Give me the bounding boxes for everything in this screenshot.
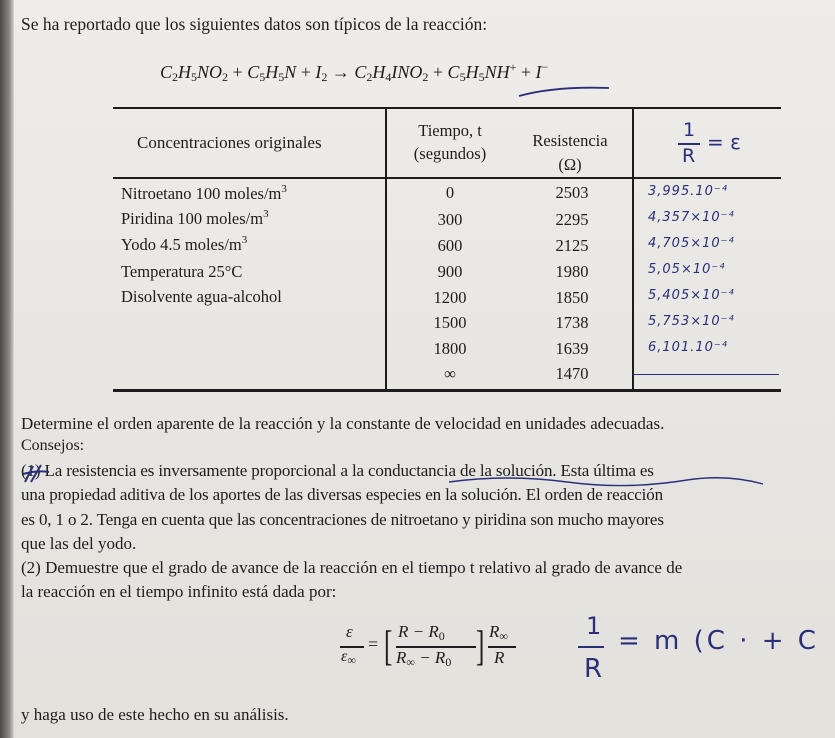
resistencia-cell: 2125: [555, 236, 589, 255]
tiempo-cell: 600: [437, 236, 463, 255]
consejo-1-line: una propiedad aditiva de los aportes de las diversas especies en la solución. El orden de reacción: [21, 485, 663, 504]
table-top-rule: [113, 107, 781, 109]
consejo-2-line: la reacción en el tiempo infinito está dada por:: [21, 582, 337, 601]
bracket-right: ]: [476, 624, 485, 670]
resistencia-cell: 1470: [555, 364, 589, 383]
condition-disolvente: Disolvente agua-alcohol: [121, 287, 282, 306]
hand-header-den: R: [682, 145, 696, 167]
table-col-divider-2: [632, 107, 634, 391]
hand-value: 6,101.10⁻⁴: [648, 340, 728, 355]
tiempo-cell: 1200: [433, 288, 467, 307]
closing-text: y haga uso de este hecho en su análisis.: [21, 705, 289, 724]
hand-fraction-bar: [578, 646, 604, 648]
grado-avance-formula: ε $\varepsilon_\infty$ = [ $R - R_0$ $R_\infty - R_0$ ] $R_\infty$ R: [340, 622, 530, 678]
table-header-rule: [113, 177, 781, 179]
condition-temperatura: Temperatura 25°C: [121, 262, 243, 281]
table-col-divider-1: [385, 107, 387, 391]
hand-value: 3,995.10⁻⁴: [648, 184, 728, 199]
condition-nitroetano: Nitroetano 100 moles/$m^3$: [121, 183, 287, 203]
consejo-1-line: es 0, 1 o 2. Tenga en cuenta que las concentraciones de nitroetano y piridina son mucho mayores: [21, 510, 664, 529]
condition-yodo: Yodo 4.5 moles/$m^3$: [121, 234, 248, 254]
hand-header-eq: = ε: [707, 130, 741, 154]
hand-formula-rhs: = m (C · + C: [618, 626, 819, 656]
header-resistencia-line1: Resistencia: [532, 131, 608, 150]
tiempo-cell: 1500: [433, 313, 467, 332]
resistencia-cell: 1639: [555, 339, 589, 358]
tiempo-cell: ∞: [444, 364, 456, 383]
task-text: Determine el orden aparente de la reacción y la constante de velocidad en unidades adecuadas.: [21, 414, 665, 433]
hand-value: 5,405×10⁻⁴: [648, 288, 735, 303]
header-tiempo-line2: (segundos): [413, 144, 487, 163]
page-edge-shadow: [0, 0, 14, 738]
hand-drawn-line: [633, 374, 779, 375]
hand-header-num: 1: [683, 119, 696, 141]
hand-value: 4,357×10⁻⁴: [648, 210, 735, 225]
resistencia-cell: 2295: [555, 210, 589, 229]
consejo-2-line: (2) Demuestre que el grado de avance de la reacción en el tiempo t relativo al grado de avance de: [21, 558, 683, 577]
resistencia-cell: 1738: [555, 313, 589, 332]
header-resistencia-line2: (Ω): [558, 155, 582, 174]
header-concentraciones: Concentraciones originales: [137, 133, 322, 152]
reaction-equation: $C_2H_5NO_2 + C_5H_5N + I_2 \to C_2H_4INO_2 + C_5H_5NH^+ + I^-$: [160, 60, 549, 84]
consejo-1-line: (1) La resistencia es inversamente proporcional a la conductancia de la solución. Esta última es: [21, 461, 654, 480]
hand-formula-den: R: [584, 654, 603, 684]
intro-text: Se ha reportado que los siguientes datos son típicos de la reacción:: [21, 14, 488, 34]
hand-formula-num: 1: [586, 612, 602, 640]
table-bottom-rule: [113, 389, 781, 392]
tiempo-cell: 0: [445, 183, 455, 202]
header-tiempo-line1: Tiempo, t: [418, 121, 482, 140]
consejos-label: Consejos:: [21, 437, 85, 454]
pen-underline-conductancia: [447, 470, 767, 496]
bracket-left: [: [384, 624, 393, 670]
pen-underline: [515, 80, 615, 102]
hand-value: 5,753×10⁻⁴: [648, 314, 735, 329]
tiempo-cell: 1800: [433, 339, 467, 358]
resistencia-cell: 1980: [555, 262, 589, 281]
consejo-1-line: que las del yodo.: [21, 534, 137, 553]
pen-scribble: [19, 462, 59, 486]
resistencia-cell: 1850: [555, 288, 589, 307]
condition-piridina: Piridina 100 moles/$m^3$: [121, 208, 269, 228]
hand-value: 5,05×10⁻⁴: [648, 262, 726, 277]
tiempo-cell: 900: [437, 262, 463, 281]
tiempo-cell: 300: [437, 210, 463, 229]
resistencia-cell: 2503: [555, 183, 589, 202]
hand-value: 4,705×10⁻⁴: [648, 236, 735, 251]
